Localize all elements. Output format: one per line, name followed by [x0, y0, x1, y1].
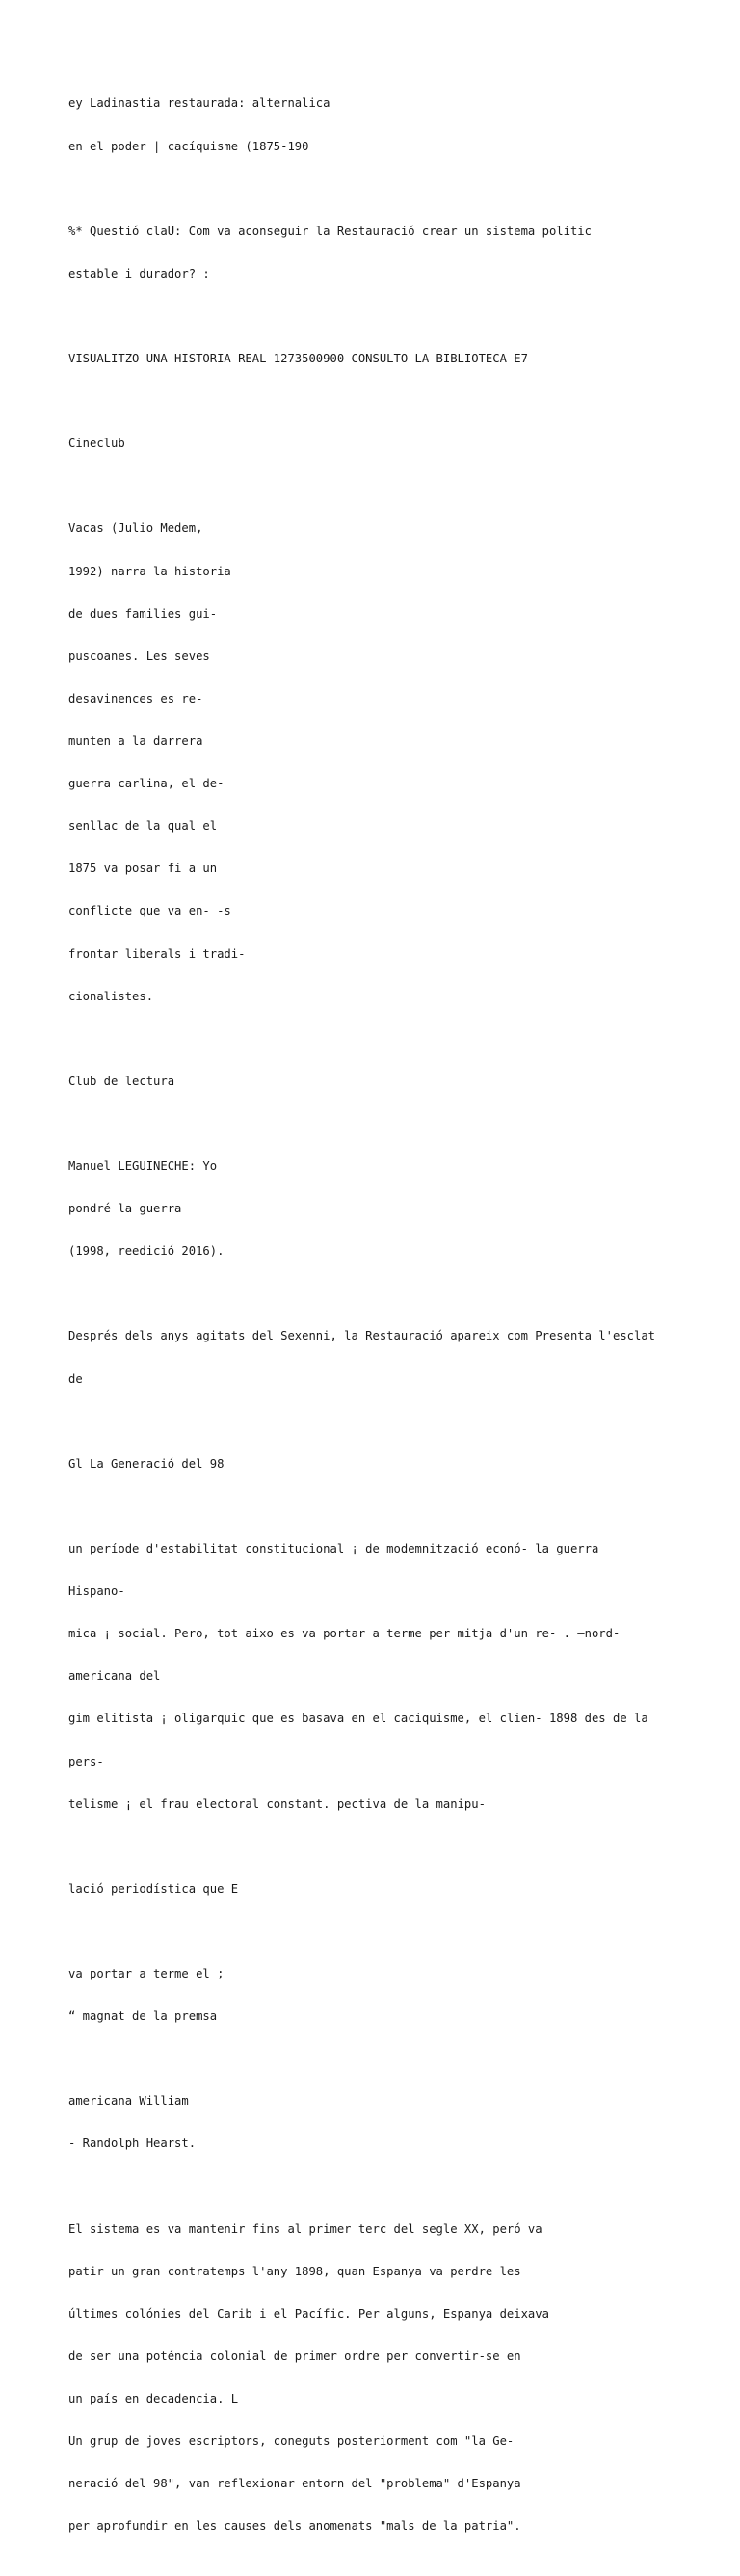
key-question-paragraph [68, 196, 724, 309]
text-line: 1992) narra la historia [68, 564, 231, 578]
title-paragraph [68, 68, 724, 182]
text-line: senllac de la qual el [68, 819, 218, 834]
section-heading [68, 1428, 724, 1500]
text-line: Club de lectura [68, 1074, 175, 1088]
text-line: Cineclub [68, 437, 125, 451]
text-line: desavinences es re- [68, 691, 203, 705]
text-line: ey Ladinastia restaurada: alternalica [68, 96, 330, 111]
text-line: Manuel LEGUINECHE: Yo [68, 1159, 218, 1174]
text-line: Gl La Generació del 98 [68, 1456, 225, 1471]
text-line: estable i durador? : [68, 266, 210, 280]
text-line: Hispano- [68, 1584, 125, 1599]
text-line: telisme ¡ el frau electoral constant. pectiva de la manipu- [68, 1796, 486, 1811]
text-line: neració del 98", van reflexionar entorn del "problema" d'Espanya [68, 2477, 521, 2491]
cineclub-paragraph [68, 493, 724, 1032]
cineclub-heading [68, 409, 724, 480]
text-line: guerra carlina, el de- [68, 777, 225, 791]
text-line: (1998, reedició 2016). [68, 1244, 225, 1259]
text-line: - Randolph Hearst. [68, 2137, 197, 2151]
text-line: Un grup de joves escriptors, coneguts posteriorment com "la Ge- [68, 2434, 515, 2449]
body-paragraph [68, 1301, 724, 1415]
text-line: VISUALITZO UNA HISTORIA REAL 1273500900 CONSULTO LA BIBLIOTECA E7 [68, 352, 528, 366]
text-line: gim elitista ¡ oligarquic que es basava en el caciquisme, el clien- 1898 des de la [68, 1712, 648, 1726]
text-line: 1875 va posar fi a un [68, 862, 218, 876]
text-line: puscoanes. Les seves [68, 649, 210, 663]
text-line: un període d'estabilitat constitucional ¡ de modemnització econó- la guerra [68, 1541, 599, 1555]
text-line: de dues families gui- [68, 606, 218, 621]
text-line: de ser una poténcia colonial de primer ordre per convertir-se en [68, 2350, 521, 2363]
text-line: últimes colónies del Carib i el Pacífic. Per alguns, Espanya deixava [68, 2306, 549, 2321]
text-line: munten a la darrera [68, 733, 203, 748]
text-line: Vacas (Julio Medem, [68, 521, 203, 536]
body-paragraph [68, 1939, 724, 2053]
reading-club-paragraph [68, 1131, 724, 1288]
text-line: conflicte que va en- -s [68, 904, 231, 918]
text-line: %* Questió claU: Com va aconseguir la Restauració crear un sistema polític [68, 224, 592, 238]
text-line: va portar a terme el ; [68, 1967, 225, 1981]
reading-club-heading [68, 1046, 724, 1117]
text-line: americana William [68, 2094, 189, 2109]
text-line: pondré la guerra [68, 1202, 182, 1216]
text-line: “ magnat de la premsa [68, 2009, 218, 2024]
text-line: lació periodística que E [68, 1881, 239, 1896]
text-line: de [68, 1371, 83, 1386]
body-paragraph [68, 2193, 724, 2562]
resources-paragraph [68, 324, 724, 395]
text-line: en el poder | cacíquisme (1875-190 [68, 139, 309, 153]
text-line: cionalistes. [68, 989, 154, 1003]
text-line: un país en decadencia. L [68, 2392, 239, 2406]
text-line: per aprofundir en les causes dels anomenats "mals de la patria". [68, 2519, 521, 2534]
body-paragraph [68, 1514, 724, 1840]
text-line: Després dels anys agitats del Sexenni, la Restauració apareix com Presenta l'esclat [68, 1329, 656, 1343]
text-line: frontar liberals i tradi- [68, 946, 246, 961]
text-line: pers- [68, 1754, 104, 1768]
text-line: mica ¡ social. Pero, tot aixo es va portar a terme per mitja d'un re- . —nord- [68, 1627, 621, 1641]
body-paragraph [68, 1853, 724, 1925]
document-page [68, 68, 724, 2576]
body-paragraph [68, 2066, 724, 2180]
text-line: patir un gran contratemps l'any 1898, quan Espanya va perdre les [68, 2264, 521, 2278]
text-line: americana del [68, 1669, 161, 1684]
text-line: El sistema es va mantenir fins al primer terc del segle XX, peró va [68, 2221, 542, 2236]
